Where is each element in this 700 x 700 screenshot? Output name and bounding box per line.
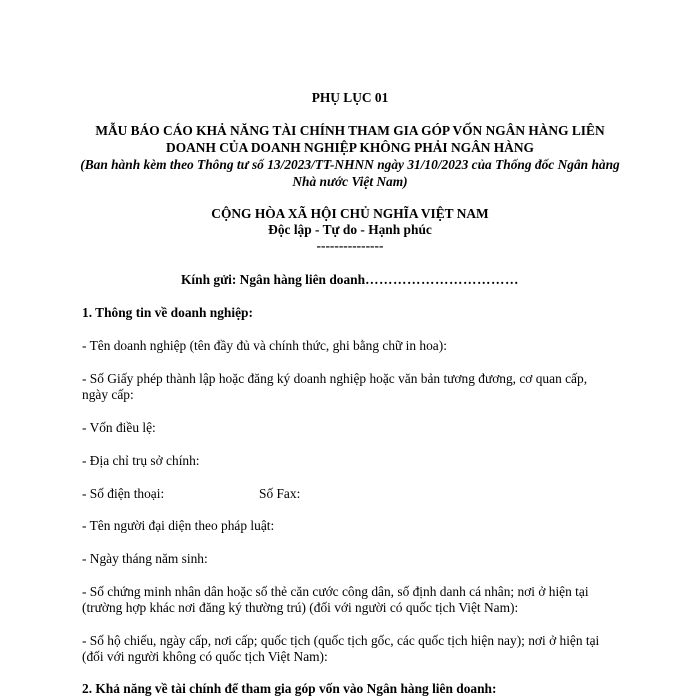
national-title: CỘNG HÒA XÃ HỘI CHỦ NGHĨA VIỆT NAM — [211, 206, 489, 221]
salutation-label: Kính gửi: Ngân hàng liên doanh — [181, 272, 366, 287]
form-title-line-1: MẪU BÁO CÁO KHẢ NĂNG TÀI CHÍNH THAM GIA GÓP VỐN NGÂN HÀNG LIÊN — [95, 123, 605, 138]
motto-separator: --------------- — [316, 238, 384, 253]
head-office-field: - Địa chỉ trụ sở chính: — [82, 453, 200, 468]
appendix-label: PHỤ LỤC 01 — [311, 90, 389, 105]
id-number-field-line-1: - Số chứng minh nhân dân hoặc số thẻ căn cước công dân, số định danh cá nhân; nơi ở hiện tại — [82, 584, 589, 599]
phone-field: - Số điện thoại: — [82, 486, 165, 501]
section-2-heading: 2. Khả năng về tài chính để tham gia góp vốn vào Ngân hàng liên doanh: — [82, 681, 497, 696]
section-1-heading: 1. Thông tin về doanh nghiệp: — [82, 305, 253, 320]
issuance-note-line-2: Nhà nước Việt Nam) — [292, 174, 408, 189]
license-field-line-2: ngày cấp: — [82, 387, 134, 402]
form-title-line-2: DOANH CỦA DOANH NGHIỆP KHÔNG PHẢI NGÂN HÀNG — [166, 140, 534, 155]
fax-field: Số Fax: — [259, 486, 301, 501]
salutation — [0, 272, 700, 288]
salutation-dots: …………………………… — [365, 272, 519, 287]
date-of-birth-field: - Ngày tháng năm sinh: — [82, 551, 208, 566]
license-field-line-1: - Số Giấy phép thành lập hoặc đăng ký doanh nghiệp hoặc văn bản tương đương, cơ quan cấp, — [82, 371, 588, 386]
national-motto: Độc lập - Tự do - Hạnh phúc — [268, 222, 432, 237]
passport-field-line-1: - Số hộ chiếu, ngày cấp, nơi cấp; quốc tịch (quốc tịch gốc, các quốc tịch hiện nay); nơi ở hiện tại — [82, 633, 600, 648]
phone-fax-row — [82, 486, 642, 502]
legal-representative-field: - Tên người đại diện theo pháp luật: — [82, 518, 275, 533]
issuance-note-line-1: (Ban hành kèm theo Thông tư số 13/2023/TT-NHNN ngày 31/10/2023 của Thống đốc Ngân hàng — [80, 157, 620, 172]
charter-capital-field: - Vốn điều lệ: — [82, 420, 156, 435]
passport-field-line-2: (đối với người không có quốc tịch Việt Nam): — [82, 649, 328, 664]
company-name-field: - Tên doanh nghiệp (tên đầy đủ và chính thức, ghi bằng chữ in hoa): — [82, 338, 447, 353]
id-number-field-line-2: (trường hợp khác nơi đăng ký thường trú) (đối với người có quốc tịch Việt Nam): — [82, 600, 519, 615]
